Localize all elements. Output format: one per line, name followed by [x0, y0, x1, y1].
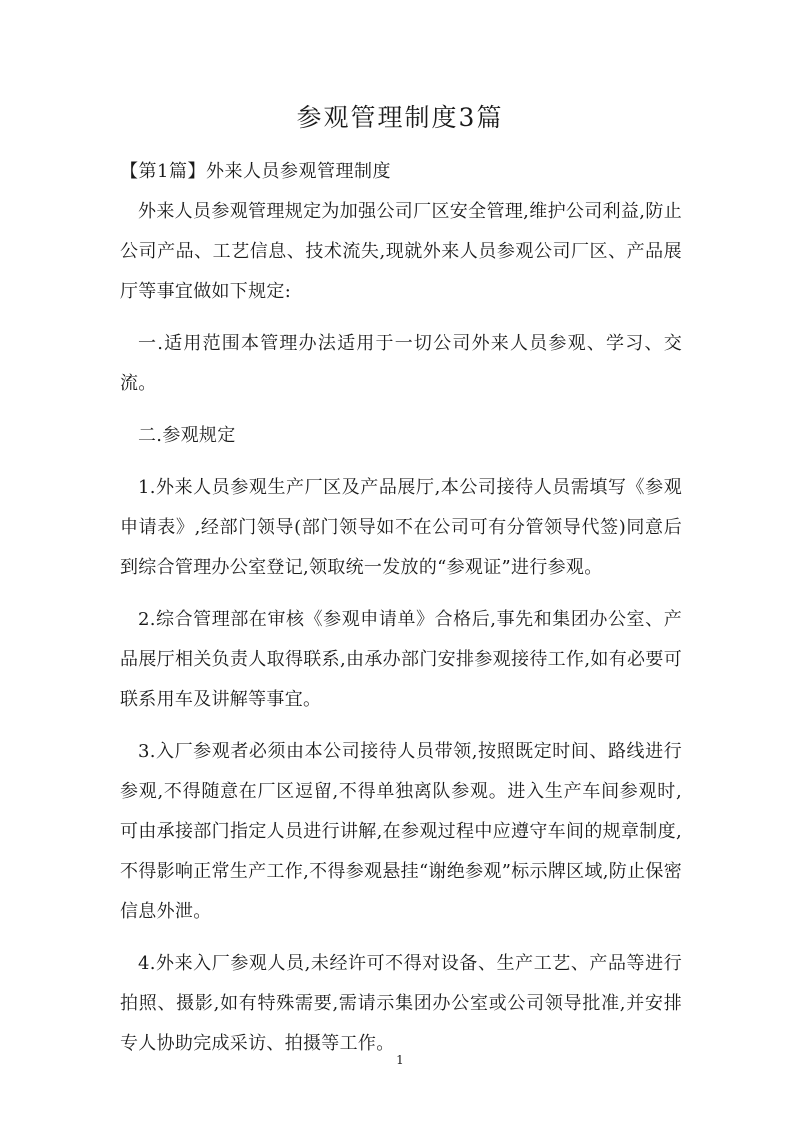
- paragraph-intro: 外来人员参观管理规定为加强公司厂区安全管理,维护公司利益,防止公司产品、工艺信息、技术流失,现就外来人员参观公司厂区、产品展厅等事宜做如下规定:: [120, 201, 682, 302]
- page-number: 1: [396, 1053, 404, 1067]
- paragraph-rule-3: 3.入厂参观者必须由本公司接待人员带领,按照既定时间、路线进行参观,不得随意在厂区逗留,不得单独离队参观。进入生产车间参观时,可由承接部门指定人员进行讲解,在参观过程中应遵守车间的规章制度,不得影响正常生产工作,不得参观悬挂“谢绝参观”标示牌区域,防止保密信息外泄。: [120, 741, 682, 922]
- paragraph-rules-heading: 二.参观规定: [138, 425, 236, 446]
- section-heading: 【第1篇】外来人员参观管理制度: [120, 161, 391, 182]
- paragraph-rule-4: 4.外来入厂参观人员,未经许可不得对设备、生产工艺、产品等进行拍照、摄影,如有特殊需要,需请示集团办公室或公司领导批准,并安排专人协助完成采访、拍摄等工作。: [120, 953, 682, 1054]
- document-title: 参观管理制度3篇: [296, 103, 504, 132]
- paragraph-scope: 一.适用范围本管理办法适用于一切公司外来人员参观、学习、交流。: [120, 333, 682, 394]
- paragraph-rule-2: 2.综合管理部在审核《参观申请单》合格后,事先和集团办公室、产品展厅相关负责人取得联系,由承办部门安排参观接待工作,如有必要可联系用车及讲解等事宜。: [120, 609, 682, 710]
- paragraph-rule-1: 1.外来人员参观生产厂区及产品展厅,本公司接待人员需填写《参观申请表》,经部门领导(部门领导如不在公司可有分管领导代签)同意后到综合管理办公室登记,领取统一发放的“参观证”进行参观。: [120, 477, 682, 578]
- document-body: [120, 152, 682, 1064]
